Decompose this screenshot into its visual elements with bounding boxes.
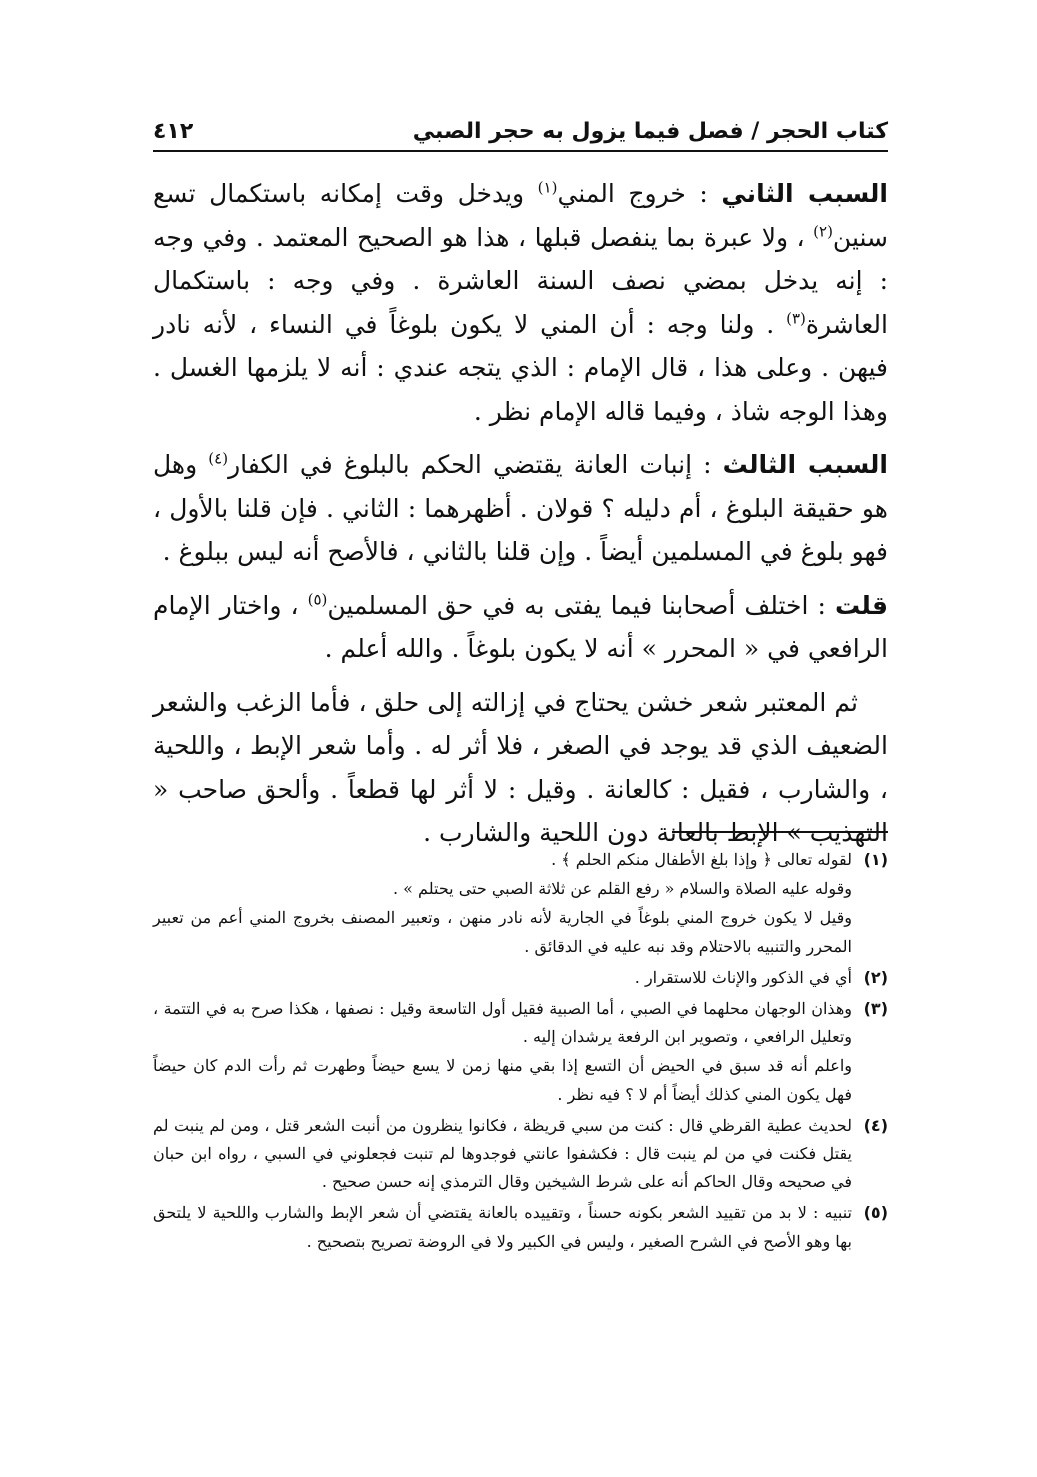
footnote-text: واعلم أنه قد سبق في الحيض أن التسع إذا بقي منها زمن لا يسع حيضاً وطهرت ثم رأت الدم كان حيضاً فهل يكون المني كذلك أيضاً أم لا ؟ فيه نظر .: [153, 1056, 852, 1104]
paragraph-lead: قلت: [834, 590, 888, 620]
footnote-number: (٢): [863, 967, 888, 987]
running-title: كتاب الحجر / فصل فيما يزول به حجر الصبي: [412, 119, 888, 144]
footnote-text: وقيل لا يكون خروج المني بلوغاً في الجارية لأنه نادر منهن ، وتعبير المصنف بخروج المني أعم من تعبير المحرر والتنبيه بالاحتلام وقد نبه عليه في الدقائق .: [153, 908, 852, 956]
footnote-number: (٣): [863, 999, 888, 1019]
text-run: : اختلف أصحابنا فيما يفتى به في حق المسلمين: [327, 590, 835, 620]
footnote-text: تنبيه : لا بد من تقييد الشعر بكونه حسناً ، وتقييده بالعانة يقتضي أن شعر الإبط والشارب واللحية لا يلتحق بها وهو الأصح في الشرح الصغير ، وليس في الكبير ولا في الروضة تصريح بتصحيح .: [153, 1203, 852, 1251]
paragraph-hair-criterion: [153, 681, 888, 855]
paragraph-lead: السبب الثالث: [722, 450, 888, 479]
footnote-1: [153, 846, 888, 961]
paragraph-third-cause: [153, 443, 888, 574]
footnote-text: أي في الذكور والإناث للاستقرار .: [634, 967, 852, 987]
footnote-body: [153, 1199, 852, 1255]
running-header: [153, 104, 888, 152]
footnote-text: وهذان الوجهان محلهما في الصبي ، أما الصبية فقيل أول التاسعة وقيل : نصفها ، هكذا صرح به في التتمة ، وتعليل الرافعي ، وتصوير ابن الرفعة يرشدان إليه .: [153, 999, 852, 1047]
text-run: : إنبات العانة يقتضي الحكم بالبلوغ في الكفار: [228, 450, 723, 479]
footnote-text: وقوله عليه الصلاة والسلام « رفع القلم عن ثلاثة الصبي حتى يحتلم » .: [393, 879, 852, 899]
text-run: ويدخل وقت إمكانه باستكمال تسع سنين: [153, 179, 888, 252]
paragraph-lead: السبب الثاني: [721, 179, 888, 208]
footnote-body: [153, 995, 852, 1109]
text-run: ثم المعتبر شعر خشن يحتاج في إزالته إلى حلق ، فأما الزغب والشعر الضعيف الذي قد يوجد في الصغر ، فلا أثر له . وأما شعر الإبط ، واللحية ، والشارب ، فقيل : كالعانة . وقيل : لا أثر لها قطعاً . وألحق صاحب « التهذيب » الإبط بالعانة دون اللحية والشارب .: [153, 687, 888, 847]
text-run: ، ولا عبرة بما ينفصل قبلها ، هذا هو الصحيح المعتمد . وفي وجه : إنه يدخل بمضي نصف السنة العاشرة . وفي وجه : باستكمال العاشرة: [153, 222, 888, 339]
footnote-ref-4[interactable]: (٤): [208, 449, 229, 468]
text-run: : خروج المني: [557, 179, 722, 208]
footnote-number: (٥): [863, 1203, 888, 1223]
footnote-number: (٤): [863, 1115, 888, 1135]
footnote-separator: [672, 831, 888, 833]
main-text: [153, 172, 888, 865]
footnote-body: [153, 964, 852, 992]
footnote-ref-3[interactable]: (٣): [786, 309, 806, 328]
page-number: ٤١٢: [153, 119, 194, 144]
text-run: وهل هو حقيقة البلوغ ، أم دليله ؟ قولان . أظهرهما : الثاني . فإن قلنا بالأول ، فهو بلوغ في المسلمين أيضاً . وإن قلنا بالثاني ، فالأصح أنه ليس ببلوغ .: [153, 450, 888, 566]
paragraph-second-cause: [153, 172, 888, 433]
footnote-4: [153, 1112, 888, 1197]
footnote-5: [153, 1199, 888, 1255]
footnote-ref-5[interactable]: (٥): [307, 590, 328, 609]
text-run: . ولنا وجه : أن المني لا يكون بلوغاً في النساء ، لأنه نادر فيهن . وعلى هذا ، قال الإمام : الذي يتجه عندي : أنه لا يلزمها الغسل . وهذا الوجه شاذ ، وفيما قاله الإمام نظر .: [153, 309, 888, 426]
footnote-3: [153, 995, 888, 1109]
text-run: ، واختار الإمام الرافعي في « المحرر » أنه لا يكون بلوغاً . والله أعلم .: [153, 590, 888, 663]
footnote-text: لقوله تعالى ﴿ وإذا بلغ الأطفال منكم الحلم ﴾ .: [551, 850, 852, 869]
footnote-text: لحديث عطية القرظي قال : كنت من سبي قريظة ، فكانوا ينظرون من أنبت الشعر قتل ، ومن لم ينبت لم يقتل فكنت في من لم ينبت قال : فكشفوا عانتي فوجدوها لم تنبت فجعلوني في السبي ، رواه ابن حبان في صحيحه وقال الحاكم أنه على شرط الشيخين وقال الترمذي إنه حسن صحيح .: [153, 1115, 852, 1192]
footnote-ref-2[interactable]: (٢): [813, 222, 833, 241]
footnote-2: [153, 964, 888, 992]
footnote-body: [153, 1112, 852, 1197]
footnote-ref-1[interactable]: (١): [537, 178, 558, 197]
paragraph-note: [153, 584, 888, 671]
footnotes: [153, 846, 888, 1259]
footnote-body: [153, 846, 852, 961]
footnote-number: (١): [863, 850, 888, 869]
